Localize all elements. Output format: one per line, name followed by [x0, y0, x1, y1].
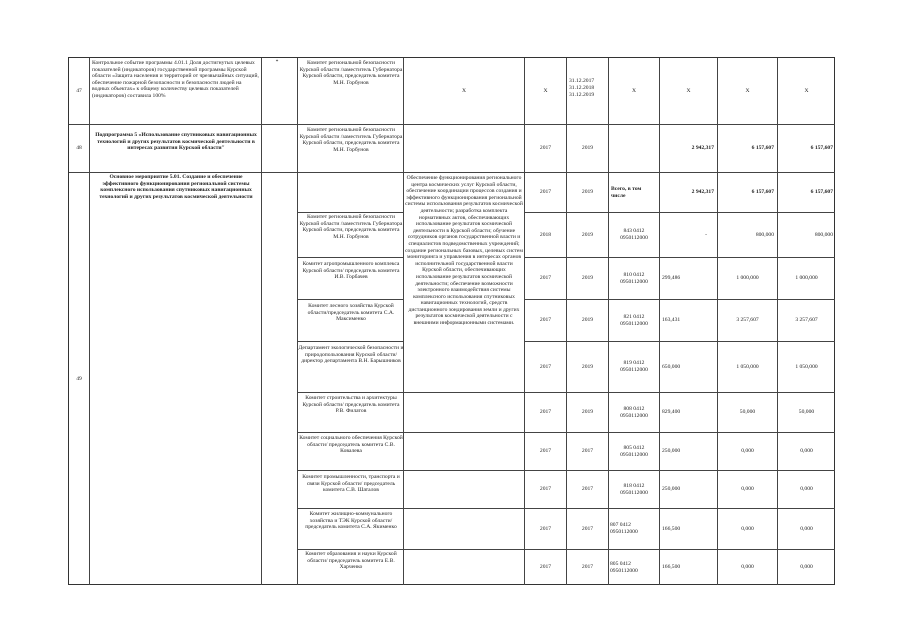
grid-line: [297, 299, 404, 300]
value-2017: 166,500: [662, 564, 681, 571]
value-2017: 299,486: [662, 275, 681, 282]
measure-name: Основное мероприятие 5.01. Создание и обеспечение эффективного функционирования региональной системы комплексного использования спутниковых навигационных технологий и других результатов космической деятельности: [99, 174, 253, 200]
kbk: 819 0412 0950112000: [620, 360, 648, 373]
start-year: 2017: [539, 525, 552, 532]
kbk: 810 0412 0950112000: [620, 271, 648, 285]
end-year: 2019: [581, 363, 594, 370]
grid-line: [89, 58, 90, 585]
value-2018: 800,000: [755, 231, 774, 238]
executor: Комитет лесного хозяйства Курской области/председатель комитета С.А. Максименко: [307, 303, 395, 323]
subprogram-name: Подпрограмма 5 «Использование спутниковых навигационных технологий и других результатов космической деятельности в интересах развития Курской области": [95, 132, 257, 152]
value-2019: 0,000: [800, 525, 813, 532]
end-year: 2017: [581, 448, 594, 455]
executor: Департамент экологической безопасности и природопользования Курской области/ директор департамента В.Н. Барышников: [298, 345, 404, 365]
start-year: Х: [543, 87, 548, 94]
executor: Комитет промышленности, транспорта и связи Курской области/ председатель комитета С.В. Шаталов: [302, 474, 400, 494]
end-date-1: 31.12.2017: [569, 78, 595, 84]
end-year: 2019: [581, 409, 594, 416]
value-2018: 6 157,607: [751, 189, 774, 196]
value-2018: Х: [745, 87, 750, 94]
value-2019: 6 157,607: [810, 145, 833, 152]
start-year: 2017: [539, 448, 552, 455]
end-year: 2019: [581, 317, 594, 324]
value-2018: 0,000: [741, 448, 754, 455]
executor: Комитет образования и науки Курской области/ председатель комитета Е.В. Харченко: [305, 551, 397, 571]
value-2019: 0,000: [800, 486, 813, 493]
value-2017: 250,000: [662, 448, 681, 455]
value-2019: 1 000,000: [795, 275, 818, 282]
end-year: 2017: [581, 564, 594, 571]
kbk-total-label: Всего, в том числе: [611, 185, 642, 199]
start-year: 2018: [539, 231, 552, 238]
executor: Комитет строительства и архитектуры Курской области/ председатель комитета Р.В. Филатов: [302, 395, 400, 415]
value-2018: 0,000: [741, 486, 754, 493]
kbk: 805 0412 0950112000: [610, 560, 638, 574]
result-cell: Х: [461, 87, 467, 94]
value-2018: 0,000: [741, 525, 754, 532]
grid-line: [297, 341, 404, 342]
kbk: 818 0412 0950112000: [620, 482, 648, 496]
value-2019: 3 257,607: [795, 317, 818, 324]
value-2017: 650,000: [662, 363, 681, 370]
executor: Комитет социального обеспечения Курской области/ председатель комитета С.В. Ковалева: [299, 435, 403, 455]
value-2019: 1 050,000: [795, 363, 818, 370]
value-2018: 3 257,607: [736, 317, 759, 324]
value-2017: -: [705, 231, 707, 238]
executor: Комитет региональной безопасности Курской области /заместитель Губернатора Курской области, председатель комитета М.Н. Горбунов: [299, 214, 403, 240]
end-year: 2019: [581, 189, 594, 196]
end-year: 2017: [581, 525, 594, 532]
value-2018: 1 050,000: [736, 363, 759, 370]
start-year: 2017: [539, 145, 552, 152]
kbk: Х: [631, 87, 637, 94]
executor: Комитет региональной безопасности Курской области /заместитель Губернатора Курской области, председатель комитета М.Н. Горбунов: [299, 127, 403, 153]
end-year: 2019: [581, 275, 594, 282]
grid-line: [297, 257, 404, 258]
value-2018: 50,000: [739, 409, 756, 416]
value-2017: 166,500: [662, 525, 681, 532]
start-year: 2017: [539, 564, 552, 571]
value-2017: 250,000: [662, 486, 681, 493]
kbk: 821 0412 0950112000: [620, 313, 648, 327]
end-date-2: 31.12.2018: [569, 85, 595, 91]
value-2017: 2 942,317: [691, 189, 714, 196]
value-2019: 800,000: [814, 231, 833, 238]
row-number: 47: [76, 87, 82, 94]
start-year: 2017: [539, 363, 552, 370]
executor: Комитет агропромышленного комплекса Курской области/ председатель комитета И.В. Горбачев: [302, 261, 400, 281]
value-2019: Х: [804, 87, 809, 94]
row-number: 49: [76, 375, 82, 382]
executor: Комитет региональной безопасности Курской области /заместитель Губернатора Курской области, председатель комитета М.Н. Горбунов: [299, 60, 403, 86]
kbk: 807 0412 0950112000: [610, 522, 638, 535]
value-2018: 0,000: [741, 564, 754, 571]
start-year: 2017: [539, 189, 552, 196]
grid-line: [608, 58, 609, 585]
value-2019: 6 157,607: [810, 189, 833, 196]
row-number: 48: [76, 145, 82, 152]
kbk: 843 0412 0950112000: [620, 228, 648, 241]
value-2019: 0,000: [800, 564, 813, 571]
marker: *: [275, 59, 279, 65]
value-2019: 0,000: [800, 448, 813, 455]
start-year: 2017: [539, 317, 552, 324]
event-name: Контрольное событие программы 4.01.1 Доля достигнутых целевых показателей (индикаторов) государственной программы Курской области «Защита населения и территорий от чрезвычайных ситуаций, обеспечение пожарной безопасности и безопасности людей на водных объектах» к общему количеству целевых показателей (индикаторов) составила 100%: [92, 60, 259, 99]
executor: Комитет жилищно-коммунального хозяйства и ТЭК Курской области/ председатель комитета С.А. Якименко: [305, 511, 397, 531]
expected-result: Обеспечение функционирования регионального центра космических услуг Курской области, обеспечение координации процессов создания и эффективного функционирования региональной системы использования результатов космической деятельности; разработка комплекта нормативных актов, обеспечивающих использование результатов космической деятельности в Курской области; обучение сотрудников органов государственной власти и специалистов подведомственных учреждений; создание региональных базовых, целевых систем мониторинга и управления в интересах органов исполнительной государственной власти Курской области, обеспечивающих использование результатов космической деятельности; обеспечение возможности электронного взаимодействия системы комплексного использования спутниковых навигационных технологий, средств дистанционного зондирования земли и других результатов космической деятельности с внешними информационными системами.: [405, 175, 523, 327]
value-2017: 829,400: [662, 409, 681, 416]
start-year: 2017: [539, 409, 552, 416]
program-table: [68, 57, 835, 585]
value-2018: 6 157,607: [751, 145, 774, 152]
grid-line: [261, 58, 262, 585]
end-year: 2019: [581, 231, 594, 238]
kbk: 808 0412 0950112000: [620, 405, 648, 419]
end-year: 2019: [581, 145, 594, 152]
start-year: 2017: [539, 275, 552, 282]
value-2018: 1 000,000: [736, 275, 759, 282]
value-2017: 2 942,317: [691, 145, 714, 152]
start-year: 2017: [539, 486, 552, 493]
value-2019: 50,000: [798, 409, 815, 416]
grid-line: [297, 212, 404, 213]
value-2017: Х: [686, 87, 691, 94]
value-2017: 163,431: [662, 317, 681, 324]
end-date-3: 31.12.2019: [569, 92, 595, 98]
kbk: 805 0412 0950112000: [620, 444, 648, 458]
end-year: 2017: [581, 486, 594, 493]
